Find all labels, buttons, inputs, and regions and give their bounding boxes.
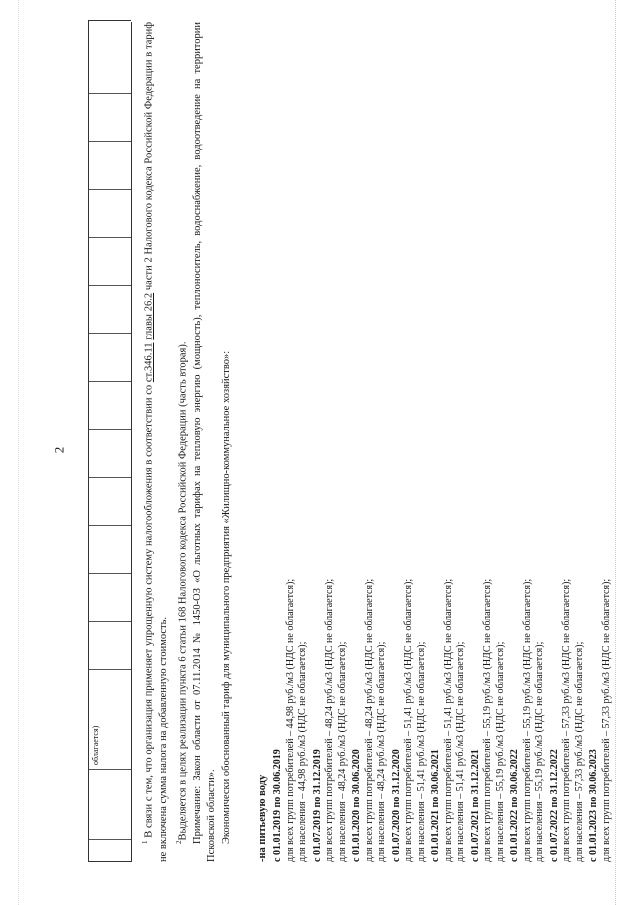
section-heading: -на питьевую воду: [257, 774, 268, 862]
tariff-period: [430, 22, 468, 862]
link-article[interactable]: ст.346.11: [143, 342, 155, 383]
tariff-period: [549, 22, 587, 862]
tariff-population: для населения – 51,41 руб./м3 (НДС не облагается);: [455, 641, 466, 862]
tariff-population: для населения – 55,19 руб./м3 (НДС не облагается);: [494, 641, 506, 862]
table-fragment: [88, 20, 131, 862]
tariff-all-consumers: для всех групп потребителей – 51,41 руб./м3 (НДС не облагается);: [403, 578, 414, 862]
table-cell: [89, 21, 131, 93]
table-cell: [89, 285, 131, 333]
tariff-all-consumers: для всех групп потребителей – 57,33 руб./м3 (НДС не облагается);: [561, 578, 572, 862]
note-law: Примечание: Закон области от 07.11.2014 № 1450-ОЗ «О льготных тарифах на тепловую энергию (мощность), теплоноситель, водоснабжение, водоотведение на территории Псковской области».: [191, 22, 217, 862]
period-label: с 01.07.2022 по 31.12.2022: [548, 749, 560, 862]
tariff-period: [509, 22, 547, 862]
table-cell: [89, 93, 131, 141]
tariff-period: [470, 22, 508, 862]
table-cell: [89, 141, 131, 189]
tariff-population: для населения – 55,19 руб./м3 (НДС не облагается);: [534, 641, 545, 862]
tariff-all-consumers: для всех групп потребителей – 44,98 руб./м3 (НДС не облагается);: [284, 578, 296, 862]
footnote-1: $^1$ В связи с тем, что организация применяет упрощенную систему налогообложения в соответствии со ст.346.11 главы 26.2 части 2 Налогового кодекса Российской Федерации в тариф не включена сумма налога на добавленную стоимость.: [141, 21, 169, 862]
table-cell: [89, 839, 131, 861]
note-tariff-intro: Экономически обоснованный тариф для муниципального предприятия «Жилищно-коммунальное хозяйство»:: [220, 350, 232, 844]
footnote-marker: 1: [141, 840, 149, 844]
table-cell: [89, 769, 131, 839]
tariff-population: для населения – 51,41 руб./м3 (НДС не облагается);: [415, 641, 427, 862]
tariff-all-consumers: для всех групп потребителей – 48,24 руб./м3 (НДС не облагается);: [324, 578, 335, 862]
tariff-all-consumers: для всех групп потребителей – 48,24 руб./м3 (НДС не облагается);: [363, 578, 375, 862]
tariff-period: [588, 22, 613, 862]
tariff-population: для населения – 48,24 руб./м3 (НДС не облагается);: [336, 641, 348, 862]
tariff-period: [351, 22, 389, 862]
table-cell: [89, 333, 131, 381]
table-cell: [89, 477, 131, 525]
tariff-population: для населения – 44,98 руб./м3 (НДС не облагается);: [297, 641, 308, 862]
right-scan-edge: [615, 0, 636, 905]
period-label: с 01.01.2019 по 30.06.2019: [272, 749, 283, 862]
period-label: с 01.07.2019 по 31.12.2019: [311, 749, 323, 862]
tariff-population: для населения – 57,33 руб./м3 (НДС не облагается);: [573, 641, 585, 862]
tariff-all-consumers: для всех групп потребителей – 51,41 руб./м3 (НДС не облагается);: [442, 578, 454, 862]
rotated-document-body: [88, 21, 612, 862]
link-chapter[interactable]: главы 26.2: [143, 292, 155, 340]
period-label: с 01.07.2021 по 31.12.2021: [469, 749, 481, 862]
tariff-population: для населения – 48,24 руб./м3 (НДС не облагается);: [376, 641, 387, 862]
page-number: 2: [51, 446, 67, 454]
tariff-all-consumers: для всех групп потребителей – 55,19 руб./м3 (НДС не облагается);: [521, 578, 533, 862]
table-cell: [89, 381, 131, 429]
footnote-marker: 2: [174, 840, 183, 844]
footnote-2: $^2$Выделяется в целях реализации пункта 6 статьи 168 Налогового кодекса Российской Федерации (часть вторая).: [174, 341, 188, 844]
period-label: с 01.07.2020 по 31.12.2020: [390, 749, 402, 862]
tariff-period: [272, 22, 310, 862]
table-cell: [89, 573, 131, 621]
tariff-periods: [272, 22, 613, 862]
period-label: с 01.01.2022 по 30.06.2022: [509, 749, 520, 862]
tariff-all-consumers: для всех групп потребителей – 57,33 руб./м3 (НДС не облагается);: [600, 578, 612, 862]
period-label: с 01.01.2023 по 30.06.2023: [588, 749, 599, 862]
table-cell: [89, 525, 131, 573]
table-cell: [89, 621, 131, 669]
table-cell: [89, 429, 131, 477]
period-label: с 01.01.2021 по 30.06.2021: [430, 749, 441, 862]
tariff-period: [391, 22, 429, 862]
table-cell: [89, 237, 131, 285]
tariff-all-consumers: для всех групп потребителей – 55,19 руб./м3 (НДС не облагается);: [482, 578, 493, 862]
footnotes-section: [138, 22, 234, 862]
table-cell: [89, 669, 131, 769]
left-scan-edge: [4, 0, 19, 905]
table-cell-text: облагается): [91, 725, 100, 765]
tariff-period: [312, 22, 350, 862]
table-bottom-border: [131, 22, 132, 862]
period-label: с 01.01.2020 по 30.06.2020: [351, 749, 362, 862]
table-cell: [89, 189, 131, 237]
